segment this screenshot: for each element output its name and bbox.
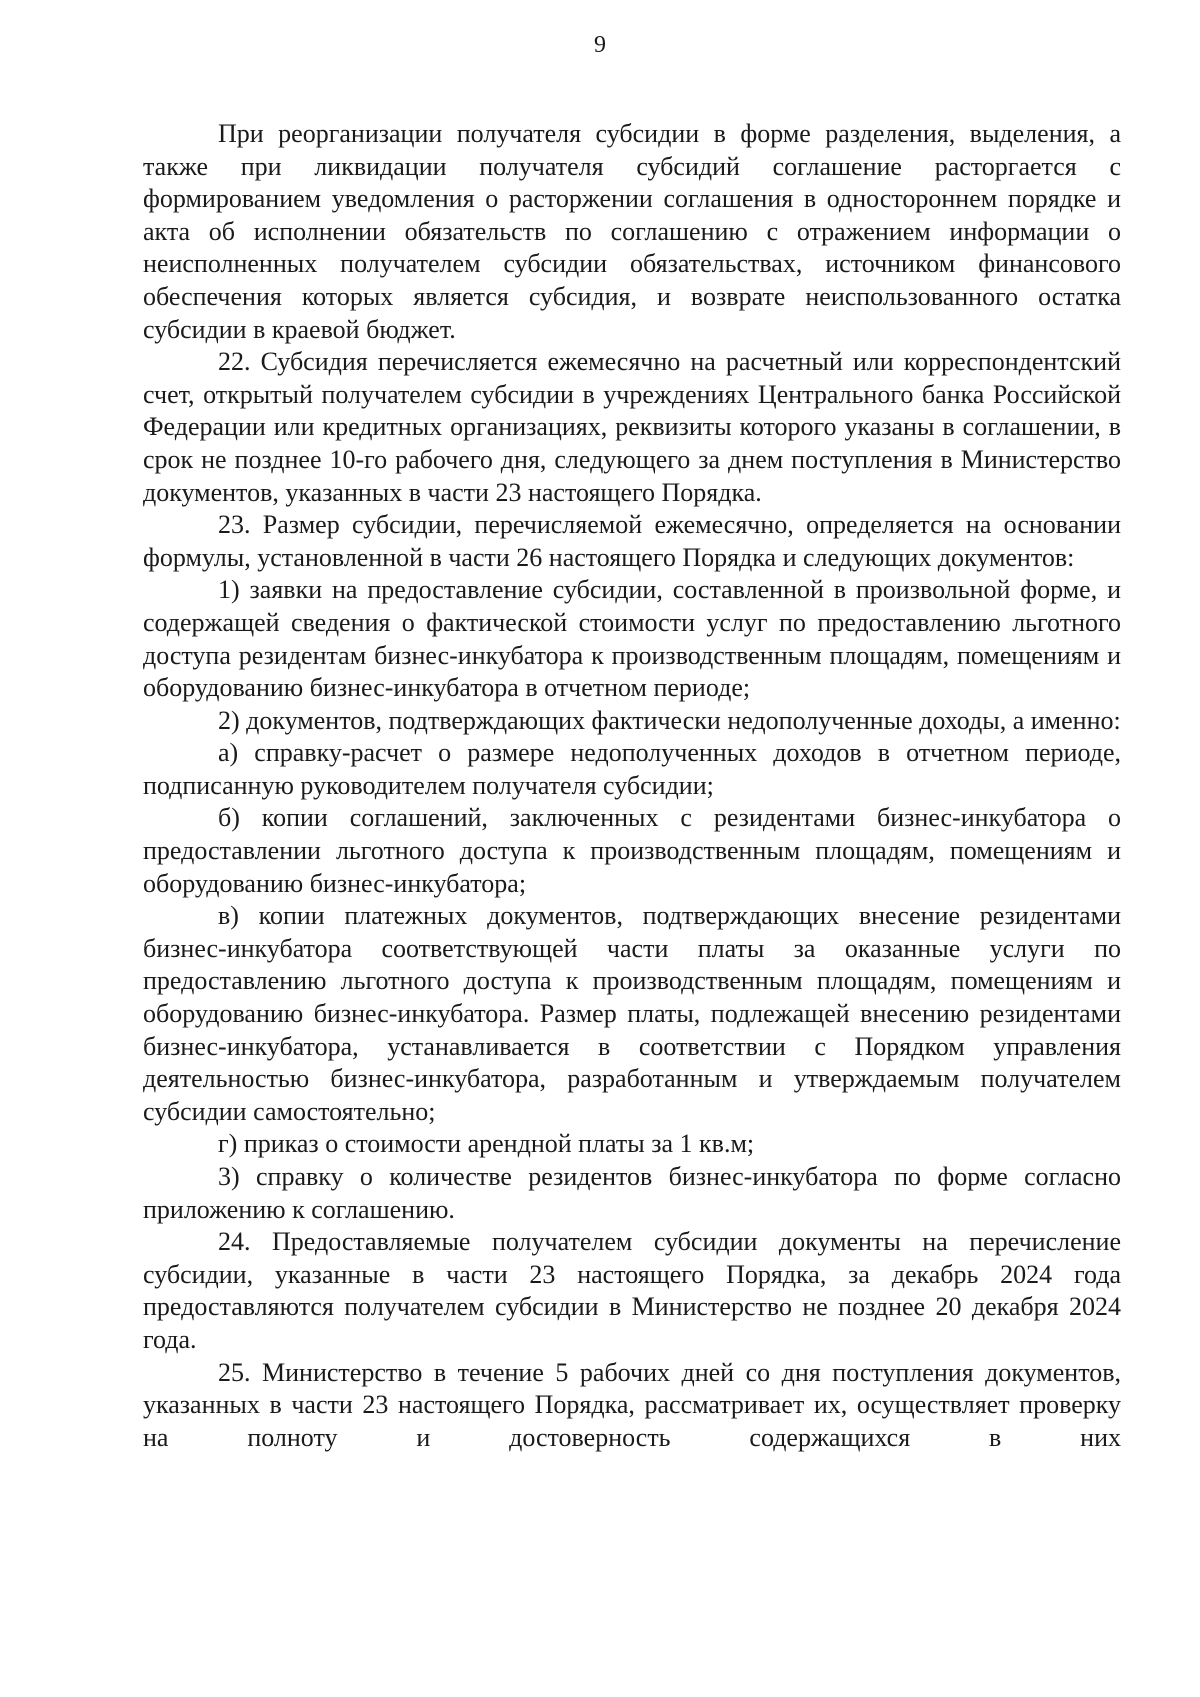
paragraph-23-item-1: 1) заявки на предоставление субсидии, составленной в произвольной форме, и содержащей сведения о фактической стоимости услуг по предоставлению льготного доступа резидентам бизнес-инкубатора к производственным площадям, помещениям и оборудованию бизнес-инкубатора в отчетном периоде; [143, 575, 1121, 703]
paragraph-23-item-2b: б) копии соглашений, заключенных с резидентами бизнес-инкубатора о предоставлении льготного доступа к производственным площадям, помещениям и оборудованию бизнес-инкубатора; [143, 803, 1121, 898]
paragraph-24: 24. Предоставляемые получателем субсидии документы на перечисление субсидии, указанные в части 23 настоящего Порядка, за декабрь 2024 года предоставляются получателем субсидии в Министерство не позднее 20 декабря 2024 года. [143, 1227, 1121, 1354]
paragraph-22: 22. Субсидия перечисляется ежемесячно на расчетный или корреспондентский счет, открытый получателем субсидии в учреждениях Центрального банка Российской Федерации или кредитных организациях, реквизиты которого указаны в соглашении, в срок не позднее 10-го рабочего дня, следующего за днем поступления в Министерство документов, указанных в части 23 настоящего Порядка. [143, 347, 1121, 507]
paragraph-23-item-2a: а) справку-расчет о размере недополученных доходов в отчетном периоде, подписанную руководителем получателя субсидии; [143, 738, 1121, 800]
paragraph-reorganization: При реорганизации получателя субсидии в форме разделения, выделения, а также при ликвидации получателя субсидий соглашение расторгается с формированием уведомления о расторжении соглашения в одностороннем порядке и акта об исполнении обязательств по соглашению с отражением информации о неисполненных получателем субсидии обязательствах, источником финансового обеспечения которых является субсидия, и возврате неиспользованного остатка субсидии в краевой бюджет. [143, 119, 1121, 344]
paragraph-23: 23. Размер субсидии, перечисляемой ежемесячно, определяется на основании формулы, установленной в части 26 настоящего Порядка и следующих документов: [143, 510, 1121, 572]
paragraph-23-item-2v: в) копии платежных документов, подтверждающих внесение резидентами бизнес-инкубатора соответствующей части платы за оказанные услуги по предоставлению льготного доступа к производственным площадям, помещениям и оборудованию бизнес-инкубатора. Размер платы, подлежащей внесению резидентами бизнес-инкубатора, устанавливается в соответствии с Порядком управления деятельностью бизнес-инкубатора, разработанным и утверждаемым получателем субсидии самостоятельно; [143, 901, 1121, 1126]
paragraph-25: 25. Министерство в течение 5 рабочих дней со дня поступления документов, указанных в части 23 настоящего Порядка, рассматривает их, осуществляет проверку на полноту и достоверность содержащихся в них [143, 1357, 1121, 1452]
paragraph-23-item-3: 3) справку о количестве резидентов бизнес-инкубатора по форме согласно приложению к соглашению. [143, 1162, 1121, 1224]
page-number: 9 [594, 32, 606, 58]
document-body [143, 118, 1121, 1454]
paragraph-23-item-2g: г) приказ о стоимости арендной платы за 1 кв.м; [218, 1129, 755, 1159]
paragraph-23-item-2: 2) документов, подтверждающих фактически недополученные доходы, а именно: [218, 705, 1121, 735]
